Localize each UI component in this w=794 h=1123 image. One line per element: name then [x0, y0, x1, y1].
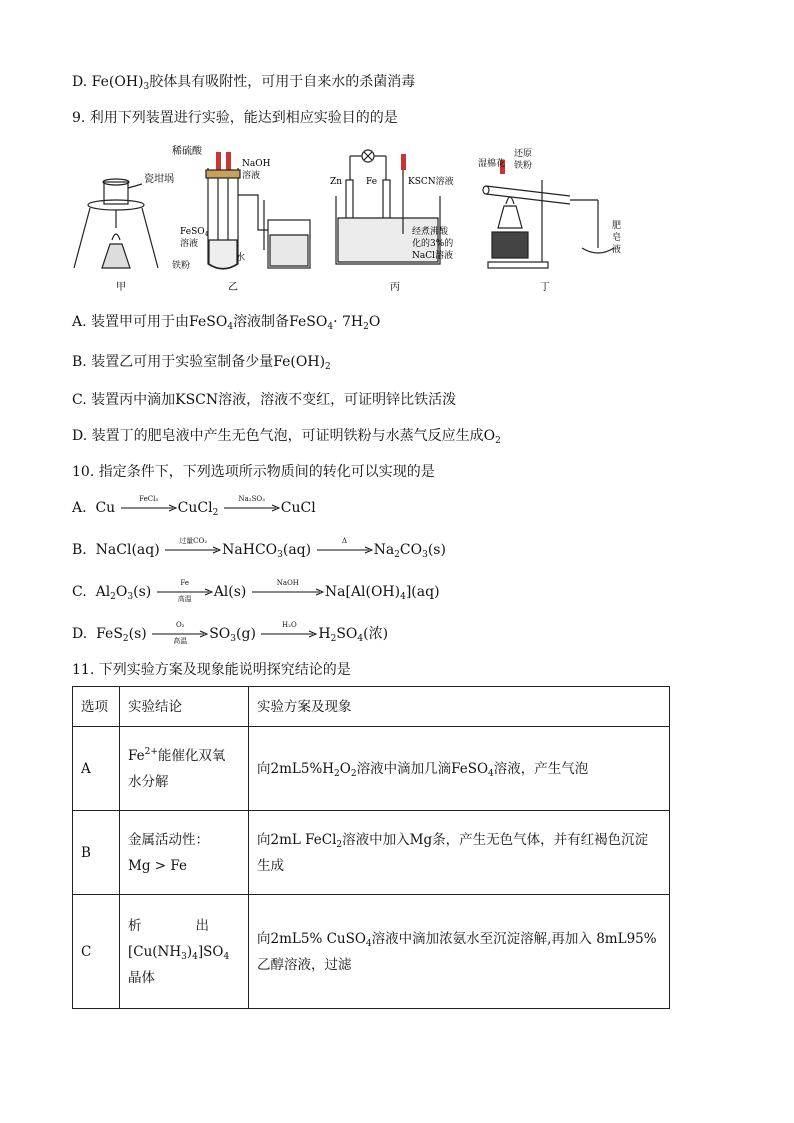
q10-stem: 10. 指定条件下，下列选项所示物质间的转化可以实现的是: [72, 464, 435, 480]
label-iron-powder: 铁粉: [172, 261, 191, 271]
table-row: C 析 出 $[Cu(NH_3)_4]SO_4$ 晶体 向2mL5% CuSO$_4$溶液中滴加浓氨水至沉淀溶解,再加入 8mL95% 乙醇溶液，过滤: [73, 895, 670, 1009]
label-wet-cotton: 湿棉花: [478, 159, 506, 169]
label-zn: Zn: [330, 177, 343, 187]
label-fe: Fe: [366, 177, 378, 187]
label-bing: 丙: [390, 282, 400, 293]
label-dilute-acid: 稀硫酸: [172, 146, 202, 157]
label-reduced-iron: 还原: [514, 149, 533, 159]
label-feso4: FeSO$_4$: [180, 227, 209, 238]
option-label: D.: [72, 74, 88, 90]
reaction-arrow: NaOH: [252, 585, 324, 599]
apparatus-jia: [74, 179, 158, 268]
label-water: 水: [236, 253, 246, 263]
reaction-arrow: 过量CO₂: [165, 543, 221, 557]
svg-text:皂: 皂: [612, 233, 622, 243]
q9-apparatus-figure: [68, 140, 638, 300]
label-nacl-solution: 经煮沸酸: [412, 227, 449, 237]
reaction-arrow: O₂ 高温: [152, 627, 208, 641]
svg-text:液: 液: [612, 245, 622, 255]
q11-table: [72, 686, 670, 1009]
label-jia: 甲: [116, 282, 126, 293]
table-row: A $Fe^{2+}$能催化双氧 水分解 向$2mL5\%H_2O_2$溶液中滴加几滴FeSO$_4$溶液，产生气泡: [73, 727, 670, 811]
q10-option-b: B. NaCl(aq) 过量CO₂ NaHCO$_3$(aq) Δ $Na_2CO_3(s)$: [72, 537, 446, 560]
svg-text:溶液: 溶液: [180, 239, 199, 249]
q9-option-c: C. 装置丙中滴加KSCN溶液，溶液不变红，可证明锌比铁活泼: [72, 392, 457, 408]
reaction-arrow: Δ: [317, 543, 373, 557]
reaction-arrow: Fe 高温: [157, 585, 213, 599]
header-conclusion: 实验结论: [120, 687, 249, 727]
reaction-arrow: H₂O: [261, 627, 317, 641]
header-procedure: 实验方案及现象: [249, 687, 670, 727]
q9-stem: 9. 利用下列装置进行实验，能达到相应实验目的的是: [72, 110, 398, 126]
table-row: B 金属活动性： Mg > Fe 向2mL FeCl$_2$溶液中加入Mg条，产生无色气体，并有红褐色沉淀 生成: [73, 811, 670, 895]
q9-option-b: B. 装置乙可用于实验室制备少量$Fe(OH)_2$: [72, 354, 331, 372]
label-ding: 丁: [540, 282, 550, 293]
q9-option-a: A. 装置甲可用于由FeSO$_4$溶液制备FeSO$_4$· $7H_2O$: [72, 314, 381, 332]
label-crucible: 瓷坩埚: [144, 174, 174, 185]
label-soap-solution: 肥: [612, 221, 622, 231]
q9-option-d: D. 装置丁的肥皂液中产生无色气泡，可证明铁粉与水蒸气反应生成$O_2$: [72, 428, 501, 446]
q10-option-d: D. FeS$_2$(s) O₂ 高温 $SO_3(g)$ H₂O $H_2SO_4$(浓): [72, 621, 389, 645]
q10-option-c: C. $Al_2O_3(s)$ Fe 高温 Al(s) NaOH $Na[Al(OH)_4](aq)$: [72, 579, 440, 603]
label-naoh: NaOH: [242, 159, 271, 169]
svg-text:溶液: 溶液: [242, 171, 261, 181]
q8-option-d: D. $Fe(OH)_3$胶体具有吸附性，可用于自来水的杀菌消毒: [72, 74, 416, 92]
label-kscn: KSCN溶液: [408, 177, 454, 187]
q10-option-a: A. Cu FeCl₃ CuCl$_2$ Na₂SO₃ CuCl: [72, 495, 316, 518]
svg-text:化的3%的: 化的3%的: [412, 239, 454, 249]
reaction-arrow: Na₂SO₃: [224, 501, 280, 515]
reaction-arrow: FeCl₃: [121, 501, 177, 515]
apparatus-yi: [206, 152, 310, 269]
apparatus-ding: [483, 160, 614, 268]
svg-text:NaCl溶液: NaCl溶液: [412, 251, 454, 261]
svg-text:铁粉: 铁粉: [514, 161, 533, 171]
header-option: 选项: [73, 687, 120, 727]
q11-stem: 11. 下列实验方案及现象能说明探究结论的是: [72, 662, 351, 678]
table-header-row: [73, 687, 670, 727]
label-yi: 乙: [228, 282, 238, 293]
